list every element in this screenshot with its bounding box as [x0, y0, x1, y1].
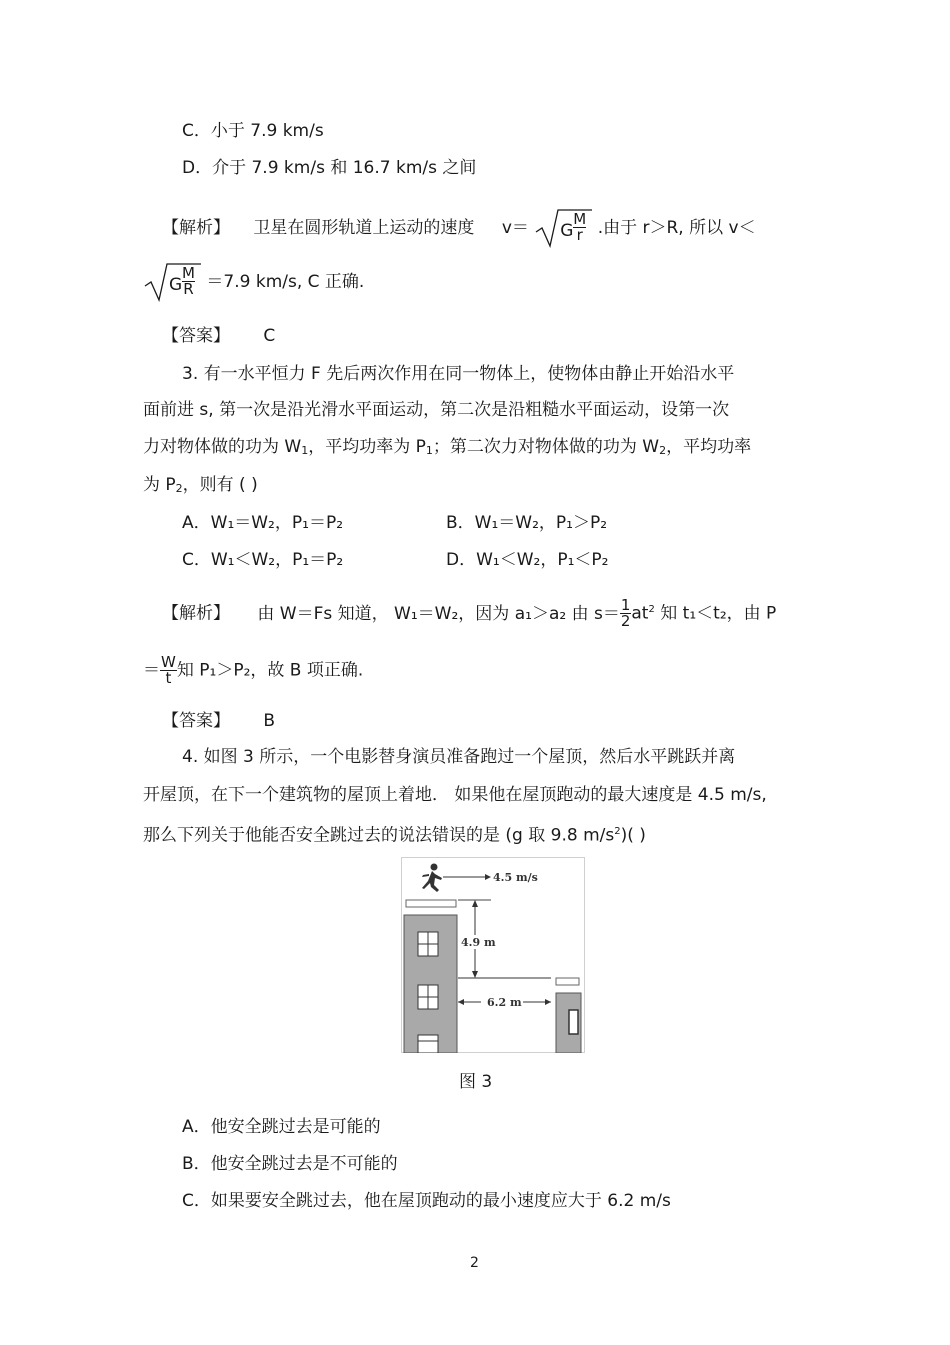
answer-tag: 【答案】 — [162, 711, 230, 731]
window-icon — [418, 985, 438, 1009]
analysis1-line2 — [143, 262, 364, 302]
window-icon — [569, 1010, 578, 1034]
subscript: 1 — [425, 444, 433, 457]
q3-line4 — [143, 474, 258, 500]
q3-option-a: A．W₁＝W₂，P₁＝P₂ — [182, 513, 344, 533]
q3-option-b: B．W₁＝W₂，P₁＞P₂ — [446, 513, 608, 533]
subscript: 1 — [301, 444, 309, 457]
q3-text: 力对物体做的功为 W — [143, 437, 302, 457]
q4-text: )( ) — [620, 825, 646, 846]
q3-line2: 面前进 s, 第一次是沿光滑水平面运动，第二次是沿粗糙水平面运动，设第一次 — [143, 400, 730, 420]
answer-tag: 【答案】 — [162, 326, 230, 346]
subscript: 2 — [175, 482, 183, 495]
q3-text: 为 P — [143, 475, 176, 495]
frac-den: r — [576, 226, 583, 244]
subscript: 2 — [659, 444, 667, 457]
analysis-text: at — [631, 603, 649, 624]
window-icon — [418, 1035, 438, 1053]
frac-num: W — [161, 653, 176, 671]
g-const: G — [169, 275, 183, 295]
q4-option-a: A．他安全跳过去是可能的 — [182, 1117, 381, 1137]
fraction-half — [620, 598, 632, 629]
q4-option-c: C．如果要安全跳过去，他在屋顶跑动的最小速度应大于 6.2 m/s — [182, 1191, 671, 1211]
analysis-text: 知 t₁＜t₂，由 P — [654, 603, 777, 624]
q4-option-b: B．他安全跳过去是不可能的 — [182, 1154, 398, 1174]
sqrt-gm-r — [534, 208, 592, 248]
analysis-text: 由 W＝Fs 知道， W₁＝W₂，因为 a₁＞a₂ 由 s＝ — [257, 603, 620, 624]
height-label: 4.9 m — [461, 936, 496, 949]
answer-value: C — [263, 326, 276, 346]
q3-text: ，则有 ( ) — [182, 475, 258, 495]
frac-num: M — [182, 264, 195, 282]
answer-value: B — [263, 711, 276, 731]
velocity-eq: v＝ — [501, 218, 529, 238]
option-c-prev: C．小于 7.9 km/s — [182, 121, 324, 141]
frac-den: 2 — [620, 612, 631, 631]
window-icon — [418, 932, 438, 956]
analysis-text3: ＝7.9 km/s, C 正确. — [206, 272, 365, 292]
eq-sign: ＝ — [143, 660, 160, 681]
answer2 — [162, 710, 275, 732]
frac-den: R — [183, 280, 194, 298]
q4-line1: 4. 如图 3 所示，一个电影替身演员准备跑过一个屋顶，然后水平跳跃并离 — [182, 747, 736, 767]
gap-label: 6.2 m — [487, 996, 522, 1009]
analysis-text: 知 P₁＞P₂，故 B 项正确. — [176, 660, 364, 681]
analysis2-line2 — [143, 655, 363, 686]
g-const: G — [560, 221, 574, 241]
answer1 — [162, 325, 275, 347]
q4-text: 那么下列关于他能否安全跳过去的说法错误的是 (g 取 9.8 m/s — [143, 825, 615, 846]
analysis1-line1 — [162, 208, 756, 248]
analysis-text2: .由于 r＞R, 所以 v＜ — [597, 218, 756, 238]
q3-text: ，平均功率 — [666, 437, 752, 457]
analysis-tag: 【解析】 — [162, 218, 230, 238]
frac-num: 1 — [620, 596, 631, 615]
q4-line3 — [143, 821, 646, 847]
frac-num: M — [573, 210, 587, 228]
superscript: 2 — [614, 826, 621, 837]
analysis2-line1 — [162, 596, 776, 629]
speed-label: 4.5 m/s — [493, 871, 538, 884]
q3-line3 — [143, 436, 751, 462]
q3-line1: 3. 有一水平恒力 F 先后两次作用在同一物体上，使物体由静止开始沿水平 — [182, 364, 735, 384]
q3-option-c: C．W₁＜W₂，P₁＝P₂ — [182, 550, 344, 570]
page-number: 2 — [470, 1255, 479, 1271]
fraction-m-r — [573, 212, 586, 243]
sqrt-gm-R — [143, 262, 201, 302]
q4-line2: 开屋顶，在下一个建筑物的屋顶上着地． 如果他在屋顶跑动的最大速度是 4.5 m/s, — [143, 785, 767, 805]
fraction-m-R — [182, 266, 195, 297]
fraction-w-t — [160, 655, 177, 686]
q3-option-d: D．W₁＜W₂，P₁＜P₂ — [446, 550, 609, 570]
frac-den: t — [165, 669, 172, 687]
superscript: 2 — [648, 604, 655, 615]
option-d-prev: D．介于 7.9 km/s 和 16.7 km/s 之间 — [182, 158, 477, 178]
q3-text: ；第二次力对物体做的功为 W — [432, 437, 660, 457]
analysis-text: 卫星在圆形轨道上运动的速度 — [253, 218, 475, 238]
analysis-tag: 【解析】 — [162, 603, 230, 624]
figure-3-diagram — [401, 857, 585, 1053]
figure-caption: 图 3 — [459, 1072, 493, 1092]
q3-text: ，平均功率为 P — [308, 437, 426, 457]
